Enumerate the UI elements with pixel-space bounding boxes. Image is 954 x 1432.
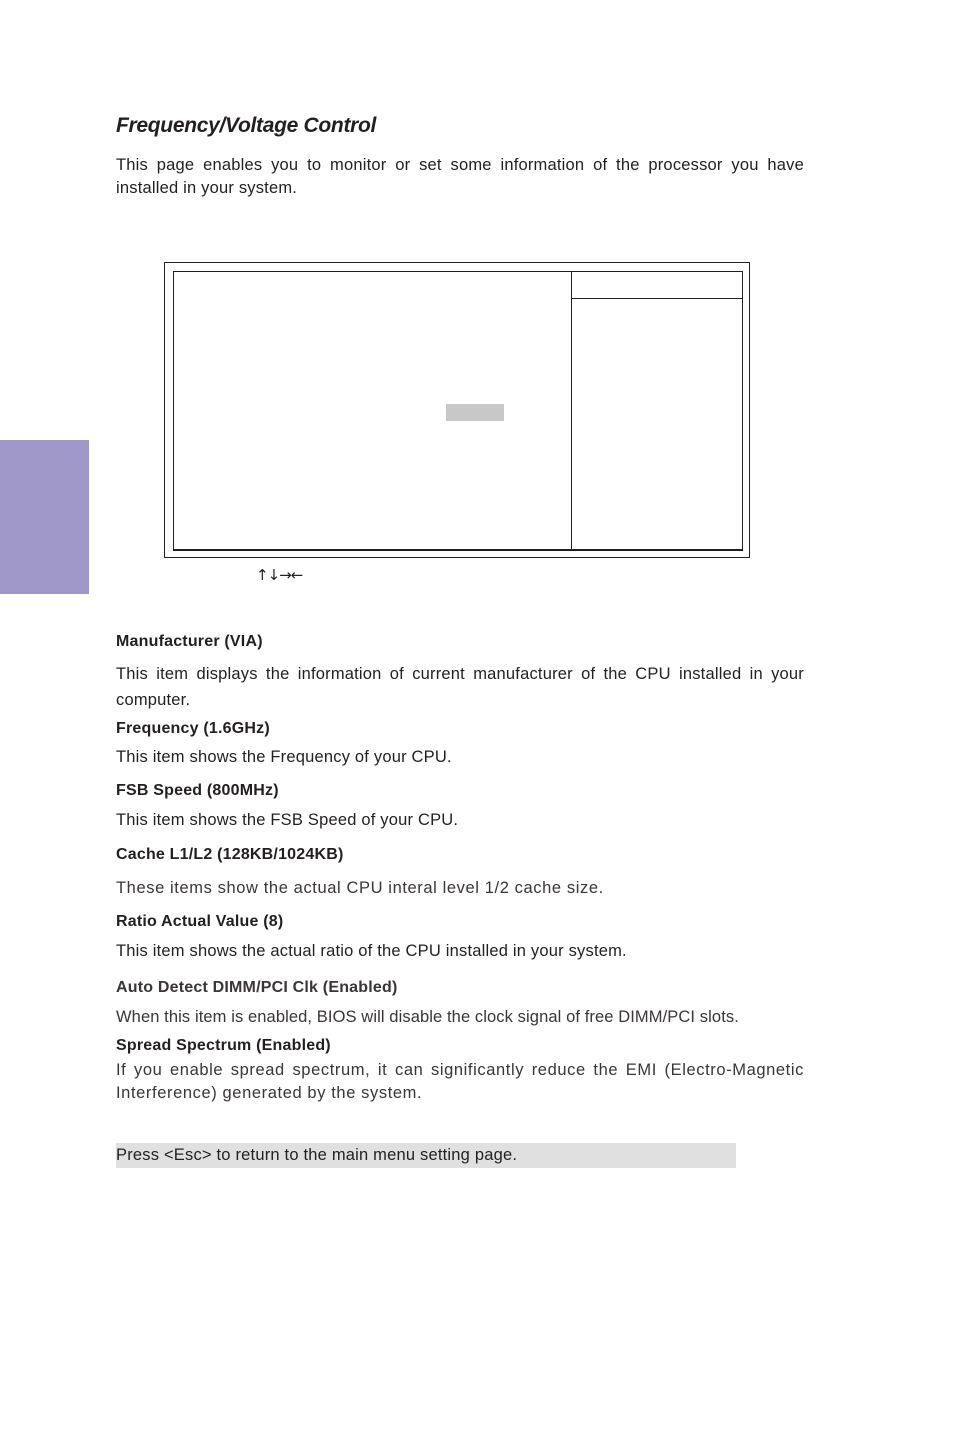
navigation-arrows-icon: ↑↓→← (256, 566, 303, 584)
item-desc-spread-spectrum: If you enable spread spectrum, it can significantly reduce the EMI (Electro-Magnetic Interference) generated by the system. (116, 1061, 804, 1102)
item-desc-ratio: This item shows the actual ratio of the CPU installed in your system. (116, 942, 627, 960)
chapter-side-tab (0, 440, 89, 594)
item-desc-manufacturer: This item displays the information of current manufacturer of the CPU installed in your computer. (116, 665, 804, 709)
item-desc-fsb-speed: This item shows the FSB Speed of your CPU. (116, 811, 459, 829)
item-title-manufacturer: Manufacturer (VIA) (116, 633, 263, 650)
bios-settings-panel (173, 271, 572, 551)
item-title-cache: Cache L1/L2 (128KB/1024KB) (116, 846, 344, 863)
item-desc-cache: These items show the actual CPU interal level 1/2 cache size. (116, 879, 604, 897)
bios-help-panel (571, 271, 743, 551)
bios-help-divider (571, 298, 743, 299)
footer-note: Press <Esc> to return to the main menu setting page. (116, 1146, 518, 1164)
bios-selected-value (446, 404, 504, 421)
item-title-spread-spectrum: Spread Spectrum (Enabled) (116, 1037, 331, 1054)
item-title-ratio: Ratio Actual Value (8) (116, 913, 284, 930)
item-title-fsb-speed: FSB Speed (800MHz) (116, 782, 279, 799)
item-desc-frequency: This item shows the Frequency of your CPU. (116, 748, 452, 766)
page-title: Frequency/Voltage Control (116, 114, 377, 137)
intro-paragraph: This page enables you to monitor or set some information of the processor you have installed in your system. (116, 156, 804, 197)
item-title-auto-detect: Auto Detect DIMM/PCI Clk (Enabled) (116, 979, 398, 996)
item-title-frequency: Frequency (1.6GHz) (116, 720, 270, 737)
item-desc-auto-detect: When this item is enabled, BIOS will disable the clock signal of free DIMM/PCI slots. (116, 1008, 739, 1026)
